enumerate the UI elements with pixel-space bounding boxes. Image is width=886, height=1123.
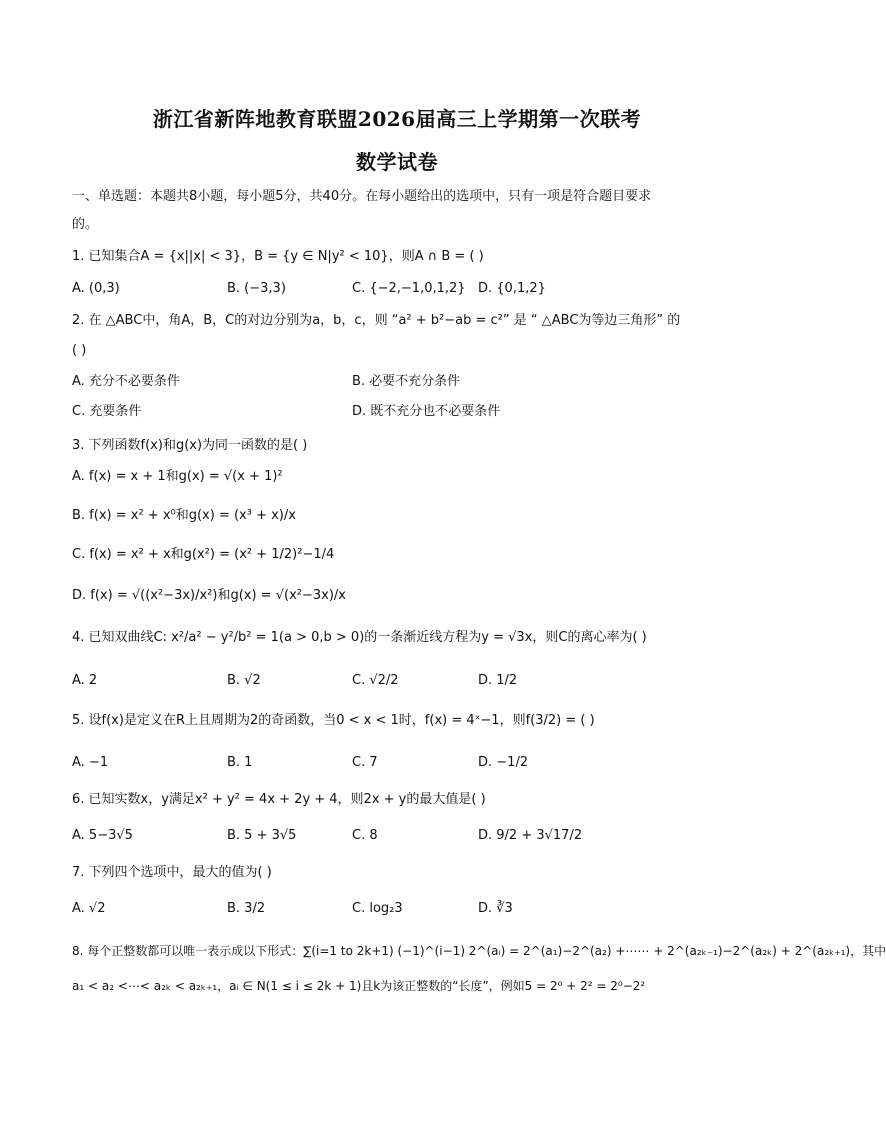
- q5-option-a: A. −1: [72, 755, 109, 770]
- q5-option-c: C. 7: [352, 755, 378, 770]
- q1-option-b: B. (−3,3): [227, 281, 286, 296]
- q1-option-c: C. {−2,−1,0,1,2}: [352, 281, 466, 296]
- q3-option-d: D. f(x) = √((x²−3x)/x²)和g(x) = √(x²−3x)/x: [72, 588, 346, 603]
- q6-option-c: C. 8: [352, 828, 378, 843]
- q8-stem-line1: 8. 每个正整数都可以唯一表示成以下形式：∑(i=1 to 2k+1) (−1)^(i−1) 2^(aᵢ) = 2^(a₁)−2^(a₂) +⋯⋯ + 2^(a₂ₖ₋₁)−2^(a₂ₖ) + 2^(a₂ₖ₊₁)，其中: [72, 944, 886, 958]
- q3-stem: 3. 下列函数f(x)和g(x)为同一函数的是( ): [72, 438, 308, 453]
- q4-option-b: B. √2: [227, 673, 261, 688]
- q2-option-c: C. 充要条件: [72, 404, 142, 419]
- q4-stem: 4. 已知双曲线C: x²/a² − y²/b² = 1(a > 0,b > 0)的一条渐近线方程为y = √3x，则C的离心率为( ): [72, 630, 647, 645]
- q6-stem: 6. 已知实数x，y满足x² + y² = 4x + 2y + 4，则2x + y的最大值是( ): [72, 792, 486, 807]
- q2-option-d: D. 既不充分也不必要条件: [352, 404, 501, 419]
- q3-option-b: B. f(x) = x² + x⁰和g(x) = (x³ + x)/x: [72, 508, 296, 523]
- q1-option-d: D. {0,1,2}: [478, 281, 546, 296]
- section-instructions-line1: 一、单选题：本题共8小题，每小题5分，共40分。在每小题给出的选项中，只有一项是符合题目要求: [72, 189, 652, 204]
- q4-option-d: D. 1/2: [478, 673, 518, 688]
- q3-option-a: A. f(x) = x + 1和g(x) = √(x + 1)²: [72, 469, 283, 484]
- q1-stem: 1. 已知集合A = {x||x| < 3}，B = {y ∈ N|y² < 10}，则A ∩ B = ( ): [72, 249, 484, 264]
- q7-option-a: A. √2: [72, 901, 106, 916]
- q7-stem: 7. 下列四个选项中，最大的值为( ): [72, 865, 272, 880]
- exam-title: 浙江省新阵地教育联盟2026届高三上学期第一次联考: [152, 107, 642, 131]
- q7-option-b: B. 3/2: [227, 901, 266, 916]
- q6-option-b: B. 5 + 3√5: [227, 828, 297, 843]
- q1-option-a: A. (0,3): [72, 281, 120, 296]
- q5-option-d: D. −1/2: [478, 755, 529, 770]
- q6-option-a: A. 5−3√5: [72, 828, 133, 843]
- q4-option-c: C. √2/2: [352, 673, 399, 688]
- q7-option-d: D. ∛3: [478, 901, 513, 916]
- q6-option-d: D. 9/2 + 3√17/2: [478, 828, 583, 843]
- q5-option-b: B. 1: [227, 755, 253, 770]
- q2-paren: ( ): [72, 343, 87, 358]
- q4-option-a: A. 2: [72, 673, 98, 688]
- q2-stem: 2. 在 △ABC中，角A，B，C的对边分别为a，b，c，则 “a² + b²−ab = c²” 是 “ △ABC为等边三角形” 的: [72, 313, 681, 328]
- q2-option-a: A. 充分不必要条件: [72, 374, 180, 389]
- q2-option-b: B. 必要不充分条件: [352, 374, 461, 389]
- q5-stem: 5. 设f(x)是定义在R上且周期为2的奇函数，当0 < x < 1时，f(x) = 4ˣ−1，则f(3/2) = ( ): [72, 713, 595, 728]
- q3-option-c: C. f(x) = x² + x和g(x²) = (x² + 1/2)²−1/4: [72, 547, 335, 562]
- q8-stem-line2: a₁ < a₂ <⋯< a₂ₖ < a₂ₖ₊₁，aᵢ ∈ N(1 ≤ i ≤ 2k + 1)且k为该正整数的“长度”，例如5 = 2⁰ + 2² = 2⁰−2²: [72, 979, 646, 993]
- q7-option-c: C. log₂3: [352, 901, 403, 916]
- exam-subtitle: 数学试卷: [356, 150, 438, 174]
- section-instructions-line2: 的。: [72, 217, 99, 232]
